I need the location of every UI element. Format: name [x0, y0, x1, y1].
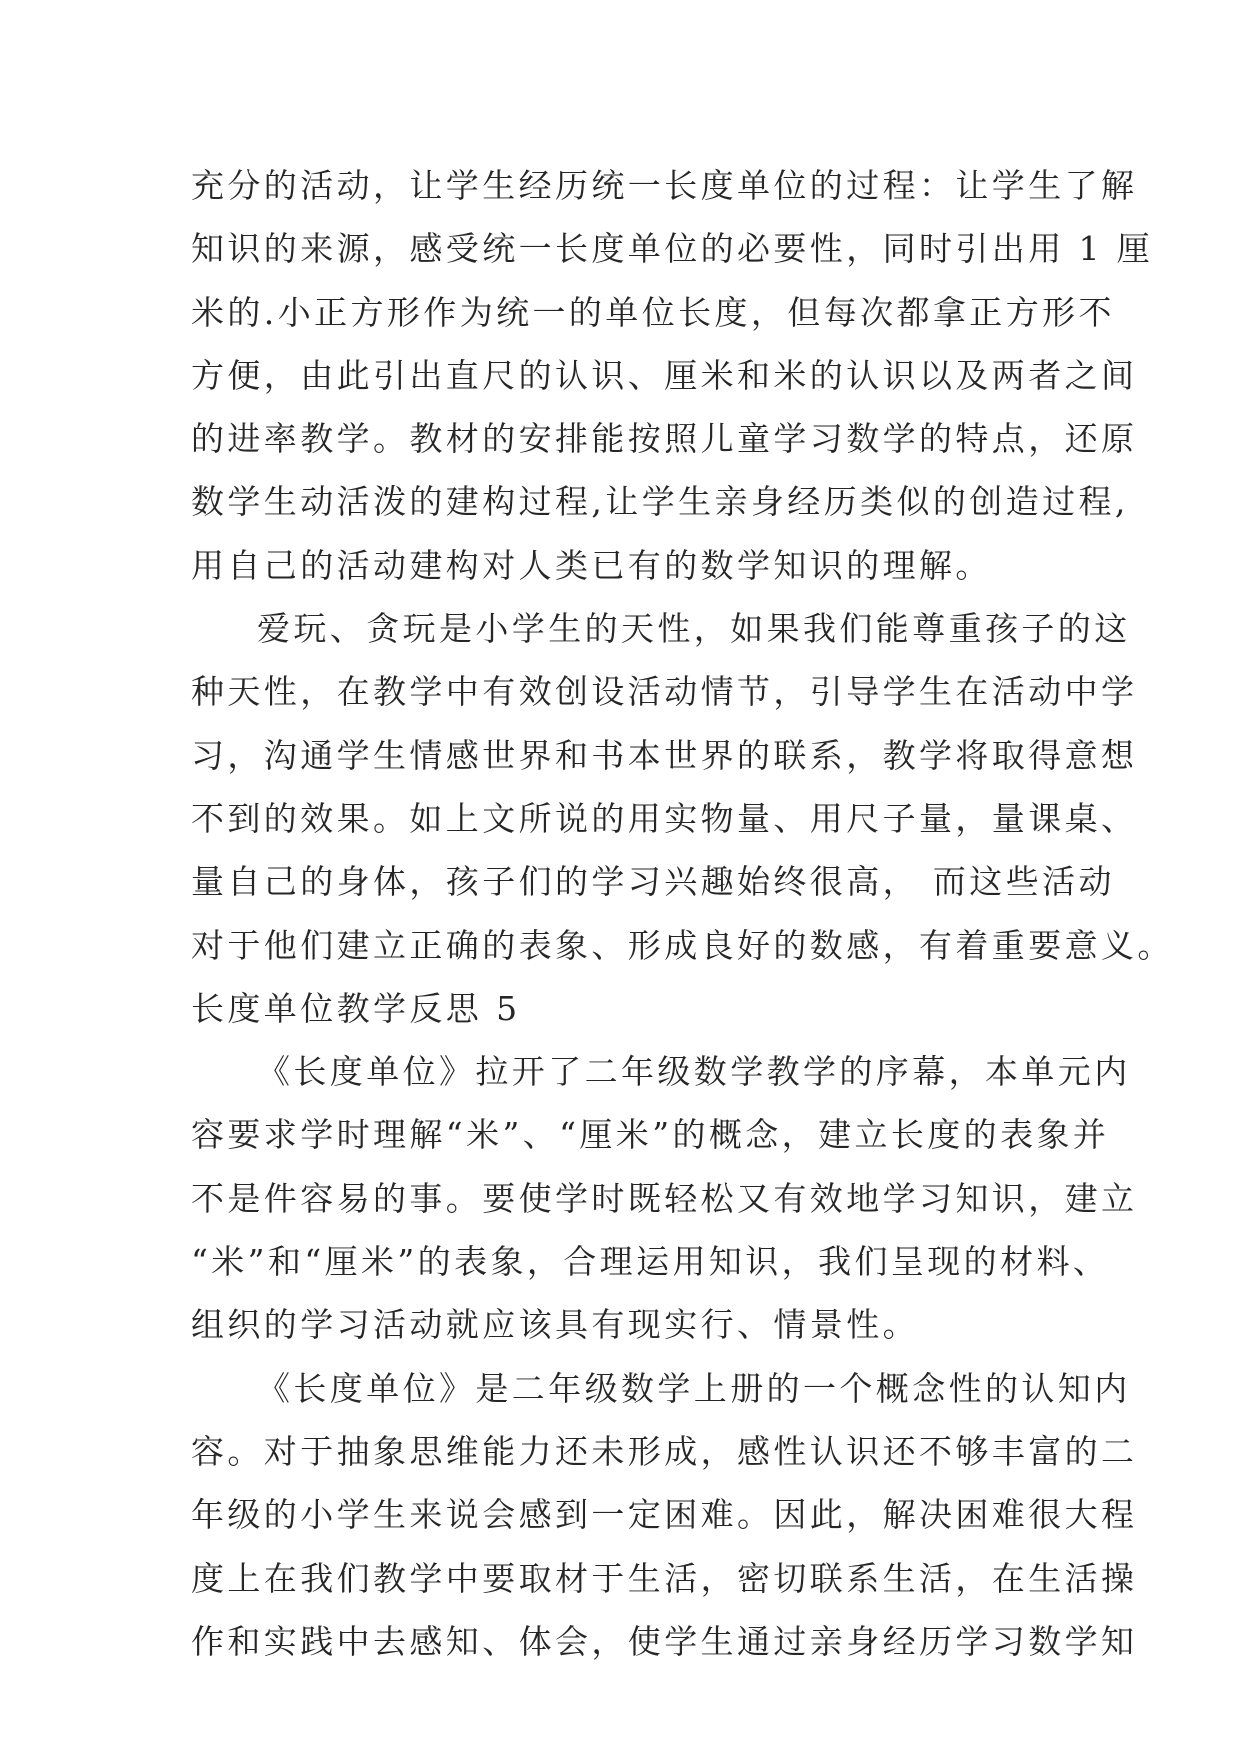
text-line: 不是件容易的事。要使学时既轻松又有效地学习知识，建立 — [191, 1178, 1138, 1218]
text-line: 《长度单位》拉开了二年级数学教学的序幕，本单元内 — [257, 1052, 1131, 1092]
text-line: 《长度单位》是二年级数学上册的一个概念性的认知内 — [257, 1368, 1131, 1408]
text-line: 用自己的活动建构对人类已有的数学知识的理解。 — [191, 545, 992, 585]
text-line: 方便，由此引出直尺的认识、厘米和米的认识以及两者之间 — [191, 355, 1138, 395]
text-line: 充分的活动，让学生经历统一长度单位的过程：让学生了解 — [191, 166, 1138, 205]
text-line: 长度单位教学反思 5 — [191, 988, 521, 1028]
text-line: 爱玩、贪玩是小学生的天性，如果我们能尊重孩子的这 — [257, 609, 1131, 649]
text-line: 的进率教学。教材的安排能按照儿童学习数学的特点，还原 — [191, 419, 1138, 459]
text-line: 年级的小学生来说会感到一定困难。因此，解决困难很大程 — [191, 1495, 1138, 1535]
text-line: 种天性，在教学中有效创设活动情节，引导学生在活动中学 — [191, 672, 1138, 712]
text-line: 容。对于抽象思维能力还未形成，感性认识还不够丰富的二 — [191, 1431, 1138, 1471]
text-line: 量自己的身体，孩子们的学习兴趣始终很高， 而这些活动 — [191, 862, 1115, 902]
text-line: 米的.小正方形作为统一的单位长度，但每次都拿正方形不 — [191, 292, 1115, 332]
text-line: 对于他们建立正确的表象、形成良好的数感，有着重要意义。 — [191, 925, 1174, 965]
document-body — [191, 154, 1174, 1673]
text-line: 知识的来源，感受统一长度单位的必要性，同时引出用 1 厘 — [191, 229, 1154, 269]
text-line: 组织的学习活动就应该具有现实行、情景性。 — [191, 1305, 919, 1345]
text-line: 作和实践中去感知、体会，使学生通过亲身经历学习数学知 — [191, 1621, 1138, 1661]
text-line: 习，沟通学生情感世界和书本世界的联系，教学将取得意想 — [191, 735, 1138, 775]
text-line: 容要求学时理解“米”、“厘米”的概念，建立长度的表象并 — [191, 1115, 1110, 1155]
text-line: “米”和“厘米”的表象，合理运用知识，我们呈现的材料、 — [191, 1242, 1110, 1282]
text-line: 数学生动活泼的建构过程,让学生亲身经历类似的创造过程, — [191, 482, 1129, 522]
text-line: 不到的效果。如上文所说的用实物量、用尺子量，量课桌、 — [191, 798, 1138, 838]
text-line: 度上在我们教学中要取材于生活，密切联系生活，在生活操 — [191, 1558, 1138, 1598]
